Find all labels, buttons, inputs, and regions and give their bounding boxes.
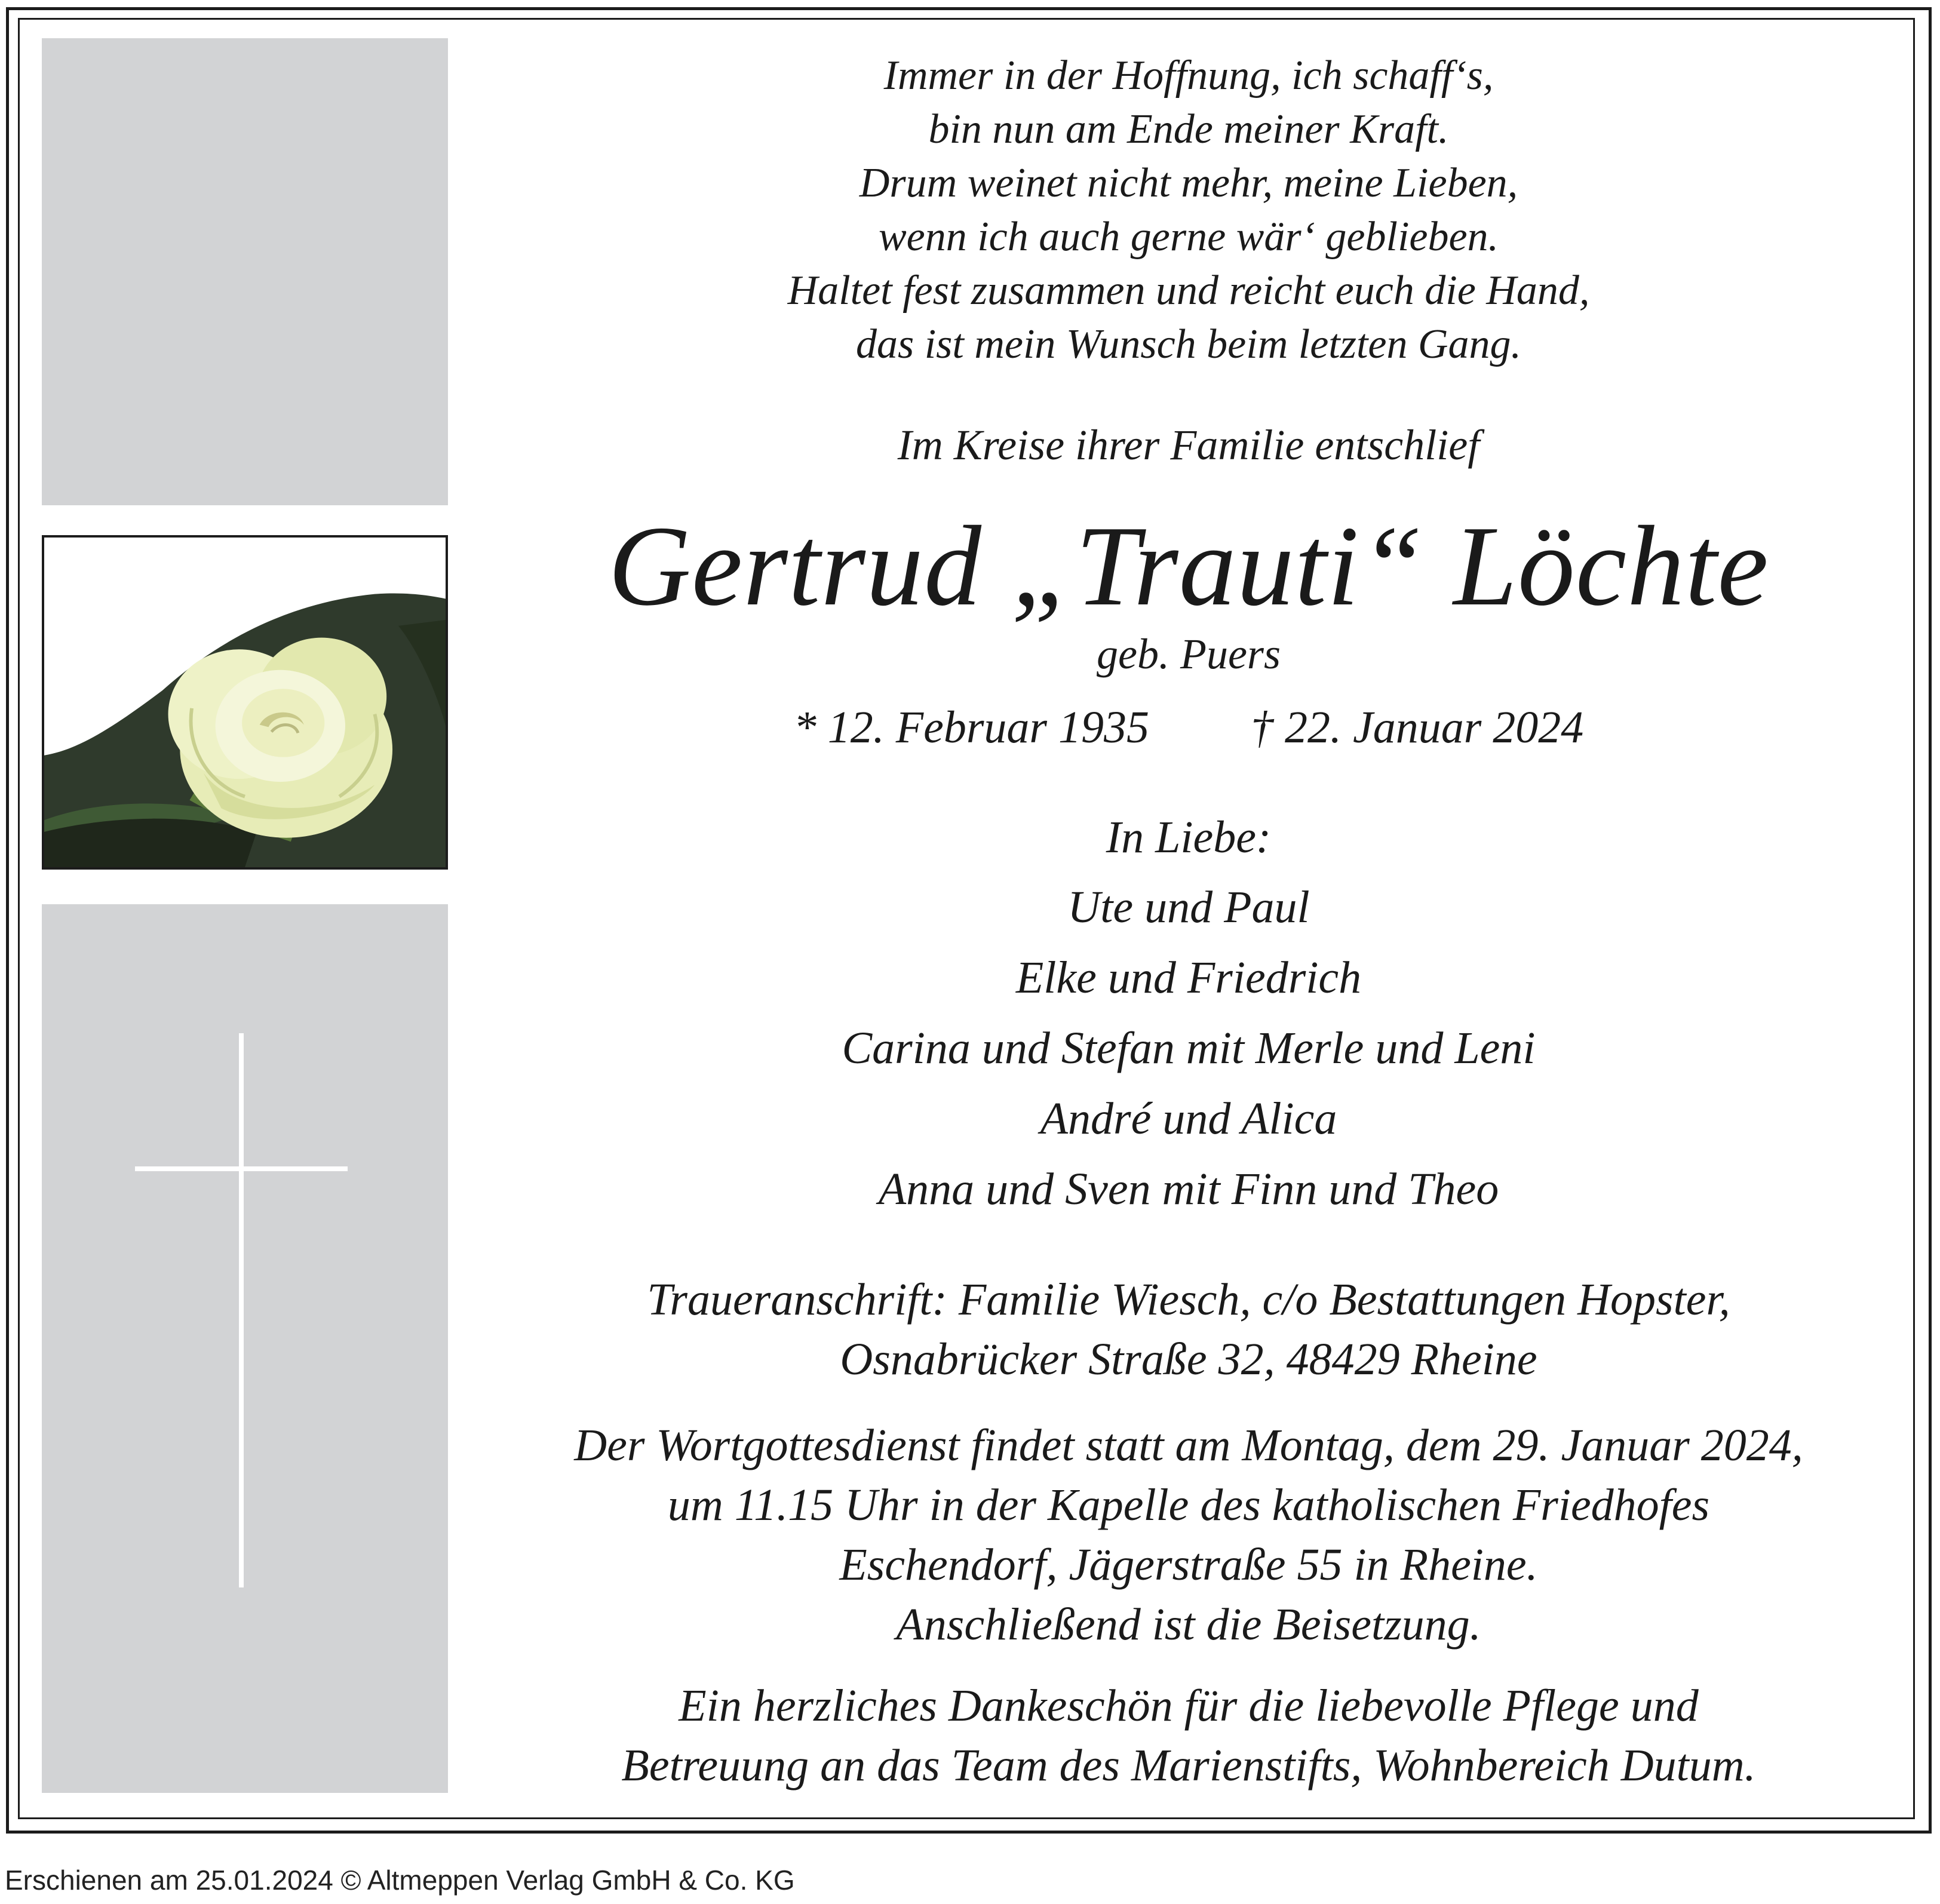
mourner-entry: Anna und Sven mit Finn und Theo [878,1164,1499,1214]
mourner-entry: Elke und Friedrich [1015,953,1362,1003]
poem-line: Drum weinet nicht mehr, meine Lieben, [859,160,1518,206]
mourner-entry: Ute und Paul [1067,882,1310,932]
service-line: um 11.15 Uhr in der Kapelle des katholischen Friedhofes [667,1480,1710,1530]
birth-date: * 12. Februar 1935 [793,702,1149,753]
gray-panel-top [42,38,448,505]
poem-line: bin nun am Ende meiner Kraft. [928,106,1449,152]
service-line: Eschendorf, Jägerstraße 55 in Rheine. [839,1540,1538,1590]
address-line: Traueranschrift: Familie Wiesch, c/o Bestattungen Hopster, [647,1275,1730,1325]
service-line: Der Wortgottesdienst findet statt am Montag, dem 29. Januar 2024, [574,1420,1803,1470]
intro-text: Im Kreise ihrer Familie entschlief [897,421,1480,469]
service-line: Anschließend ist die Beisetzung. [896,1599,1481,1650]
mourning-address [478,1270,1899,1389]
rose-icon [44,538,446,867]
deceased-name: Gertrud „Trauti“ Löchte [608,502,1769,629]
poem-line: Immer in der Hoffnung, ich schaff‘s, [883,53,1494,99]
thanks-line: Betreuung an das Team des Marienstifts, Wohnbereich Dutum. [621,1740,1756,1791]
maiden-name: geb. Puers [1097,630,1281,678]
poem [478,49,1899,371]
mourners-list [478,872,1899,1224]
poem-line: wenn ich auch gerne wär‘ geblieben. [878,214,1499,260]
thanks-line: Ein herzliches Dankeschön für die liebevolle Pflege und [679,1681,1699,1731]
address-line: Osnabrücker Straße 32, 48429 Rheine [840,1334,1537,1384]
mourner-entry: Carina und Stefan mit Merle und Leni [842,1023,1536,1073]
service-info [478,1415,1899,1654]
mourners-heading: In Liebe: [1106,812,1272,862]
poem-line: das ist mein Wunsch beim letzten Gang. [855,321,1522,367]
rose-image [42,535,448,870]
cross-icon [239,1033,244,1587]
life-dates [478,699,1899,756]
publication-footer: Erschienen am 25.01.2024 © Altmeppen Verlag GmbH & Co. KG [5,1865,795,1896]
thanks-note [478,1676,1899,1795]
gray-panel-bottom [42,904,448,1793]
cross-icon-bar [135,1166,348,1171]
poem-line: Haltet fest zusammen und reicht euch die Hand, [787,268,1590,314]
death-date: † 22. Januar 2024 [1251,702,1584,753]
mourner-entry: André und Alica [1040,1094,1337,1144]
